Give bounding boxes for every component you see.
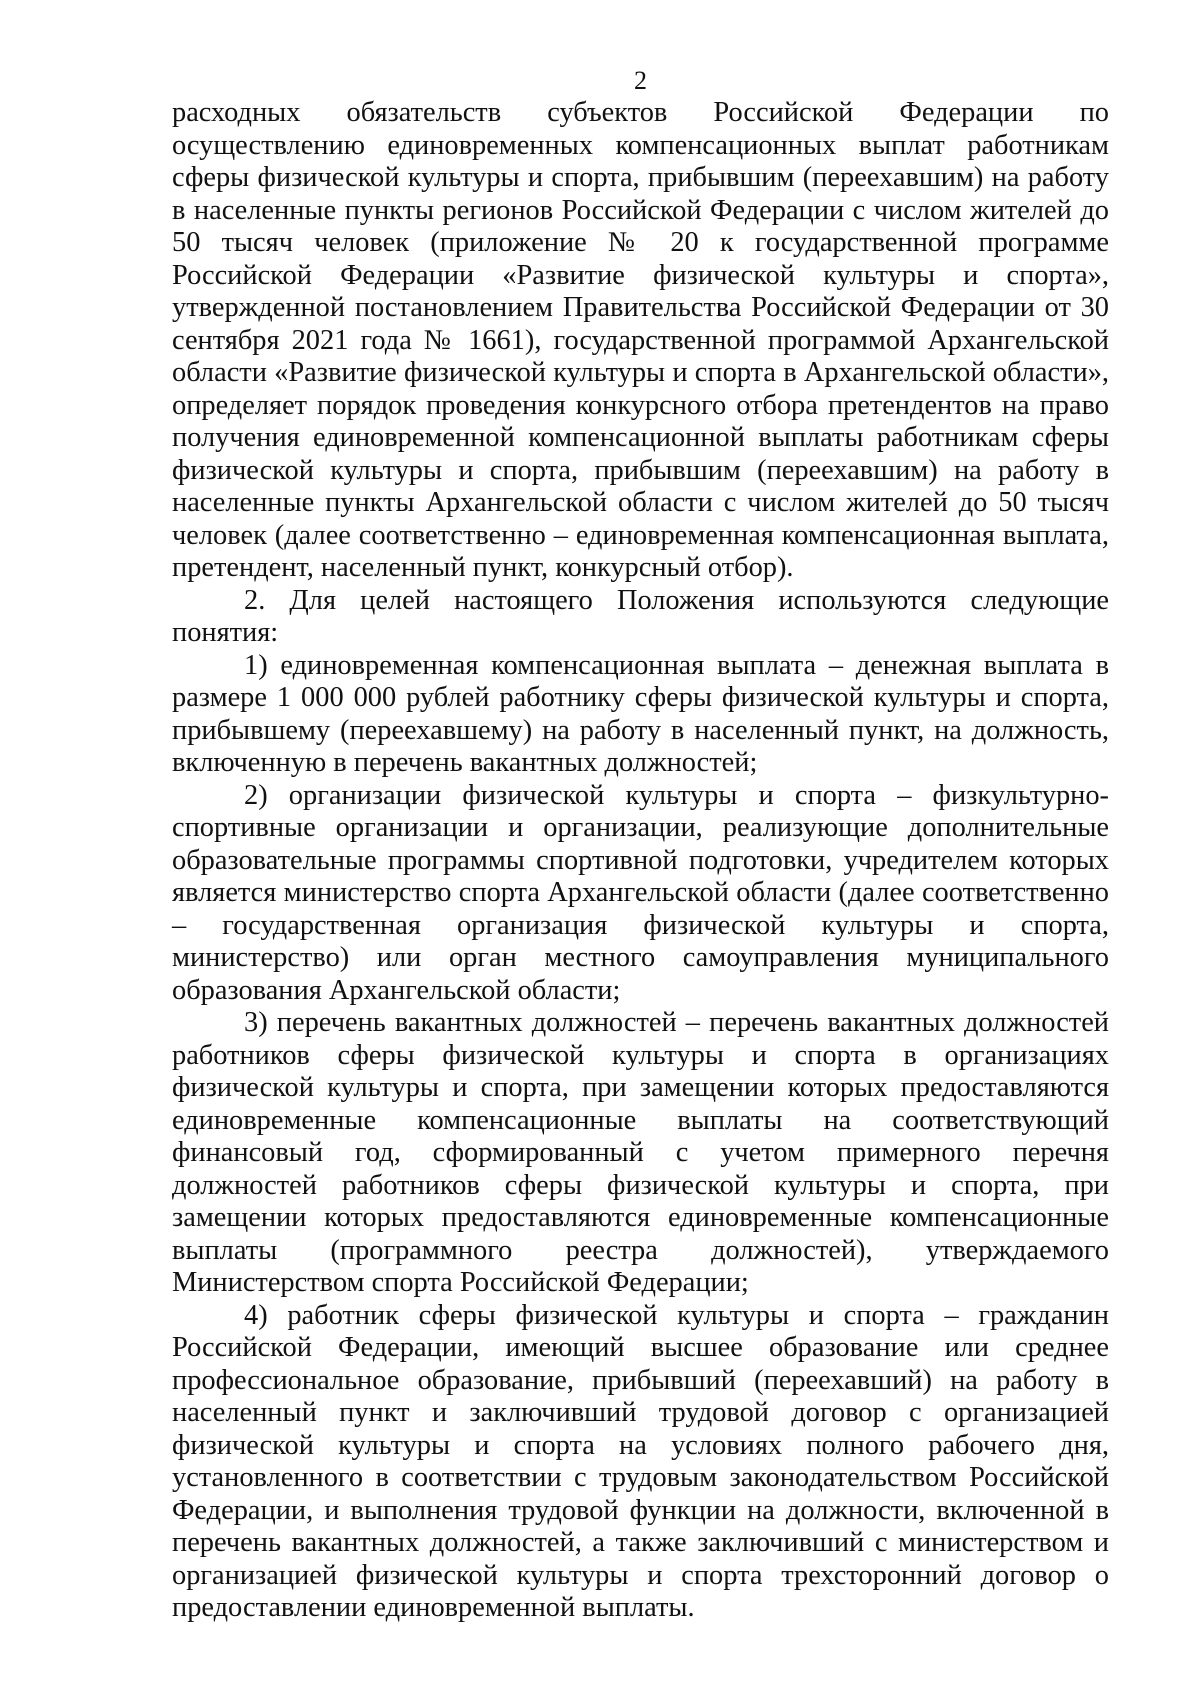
paragraph-subitem-3: 3) перечень вакантных должностей – перечень вакантных должностей работников сферы физической культуры и спорта в организациях физической культуры и спорта, при замещении которых предоставляются единовременные компенсационные выплаты на соответствующий финансовый год, сформированный с учетом примерного перечня должностей работников сферы физической культуры и спорта, при замещении которых предоставляются единовременные компенсационные выплаты (программного реестра должностей), утверждаемого Министерством спорта Российской Федерации; <box>172 1007 1109 1298</box>
page-number: 2 <box>634 66 647 95</box>
paragraph-item-2: 2. Для целей настоящего Положения используются следующие понятия: <box>172 584 1109 648</box>
paragraph-subitem-1: 1) единовременная компенсационная выплата – денежная выплата в размере 1 000 000 рублей работнику сферы физической культуры и спорта, прибывшему (переехавшему) на работу в населенный пункт, на должность, включенную в перечень вакантных должностей; <box>172 649 1109 778</box>
document-body <box>172 97 1109 1625</box>
paragraph-subitem-4: 4) работник сферы физической культуры и спорта – гражданин Российской Федерации, имеющий высшее образование или среднее профессиональное образование, прибывший (переехавший) на работу в населенный пункт и заключивший трудовой договор с организацией физической культуры и спорта на условиях полного рабочего дня, установленного в соответствии с трудовым законодательством Российской Федерации, и выполнения трудовой функции на должности, включенной в перечень вакантных должностей, а также заключивший с министерством и организацией физической культуры и спорта трехсторонний договор о предоставлении единовременной выплаты. <box>172 1299 1109 1623</box>
paragraph-subitem-2: 2) организации физической культуры и спорта – физкультурно-спортивные организации и организации, реализующие дополнительные образовательные программы спортивной подготовки, учредителем которых является министерство спорта Архангельской области (далее соответственно – государственная организация физической культуры и спорта, министерство) или орган местного самоуправления муниципального образования Архангельской области; <box>172 779 1109 1006</box>
paragraph-continuation: расходных обязательств субъектов Российской Федерации по осуществлению единовременных компенсационных выплат работникам сферы физической культуры и спорта, прибывшим (переехавшим) на работу в населенные пункты регионов Российской Федерации с числом жителей до 50 тысяч человек (приложение № 20 к государственной программе Российской Федерации «Развитие физической культуры и спорта», утвержденной постановлением Правительства Российской Федерации от 30 сентября 2021 года № 1661), государственной программой Архангельской области «Развитие физической культуры и спорта в Архангельской области», определяет порядок проведения конкурсного отбора претендентов на право получения единовременной компенсационной выплаты работникам сферы физической культуры и спорта, прибывшим (переехавшим) на работу в населенные пункты Архангельской области с числом жителей до 50 тысяч человек (далее соответственно – единовременная компенсационная выплата, претендент, населенный пункт, конкурсный отбор). <box>172 97 1109 583</box>
